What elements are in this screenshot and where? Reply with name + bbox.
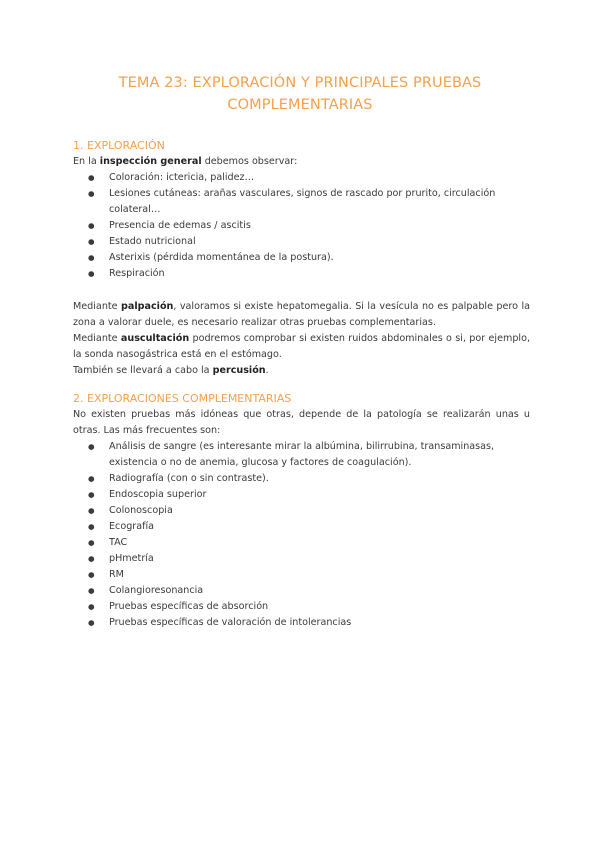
list-item: ● TAC <box>73 535 530 551</box>
tests-list <box>73 439 530 631</box>
list-item: ● Análisis de sangre (es interesante mirar la albúmina, bilirrubina, transaminasas, existencia o no de anemia, glucosa y factores de coagulación). <box>73 439 530 471</box>
inspection-list <box>73 170 530 282</box>
section-1-intro: En la inspección general debemos observar: <box>73 156 298 167</box>
list-item: ● Estado nutricional <box>73 234 530 250</box>
list-item: ● Endoscopia superior <box>73 487 530 503</box>
section-2-intro: No existen pruebas más idóneas que otras, depende de la patología se realizarán unas u otras. Las más frecuentes son: <box>73 409 530 436</box>
list-item: ● Pruebas específicas de absorción <box>73 599 530 615</box>
palpation-paragraph: Mediante palpación, valoramos si existe hepatomegalia. Si la vesícula no es palpable pero la zona a valorar duele, es necesario realizar otras pruebas complementarias. <box>73 301 530 328</box>
list-item: ● Pruebas específicas de valoración de intolerancias <box>73 615 530 631</box>
page-title <box>60 72 540 116</box>
auscultation-paragraph: Mediante auscultación podremos comprobar si existen ruidos abdominales o si, por ejemplo, la sonda nasogástrica está en el estómago. <box>73 333 531 360</box>
list-item: ● Colangioresonancia <box>73 583 530 599</box>
title-line-2: COMPLEMENTARIAS <box>227 97 373 113</box>
list-item: ● Asterixis (pérdida momentánea de la postura). <box>73 250 530 266</box>
list-item: ● Lesiones cutáneas: arañas vasculares, signos de rascado por prurito, circulación colateral… <box>73 186 530 218</box>
list-item: ● Coloración: ictericia, palidez… <box>73 170 530 186</box>
list-item: ● RM <box>73 567 530 583</box>
list-item: ● Colonoscopia <box>73 503 530 519</box>
percussion-paragraph: También se llevará a cabo la percusión. <box>73 365 269 376</box>
list-item: ● Ecografía <box>73 519 530 535</box>
list-item: ● pHmetría <box>73 551 530 567</box>
list-item: ● Radiografía (con o sin contraste). <box>73 471 530 487</box>
section-2-heading: 2. EXPLORACIONES COMPLEMENTARIAS <box>73 392 292 405</box>
title-line-1: TEMA 23: EXPLORACIÓN Y PRINCIPALES PRUEBAS <box>118 75 482 91</box>
document-body <box>73 138 530 631</box>
section-1-heading: 1. EXPLORACIÓN <box>73 139 165 152</box>
list-item: ● Respiración <box>73 266 530 282</box>
list-item: ● Presencia de edemas / ascitis <box>73 218 530 234</box>
